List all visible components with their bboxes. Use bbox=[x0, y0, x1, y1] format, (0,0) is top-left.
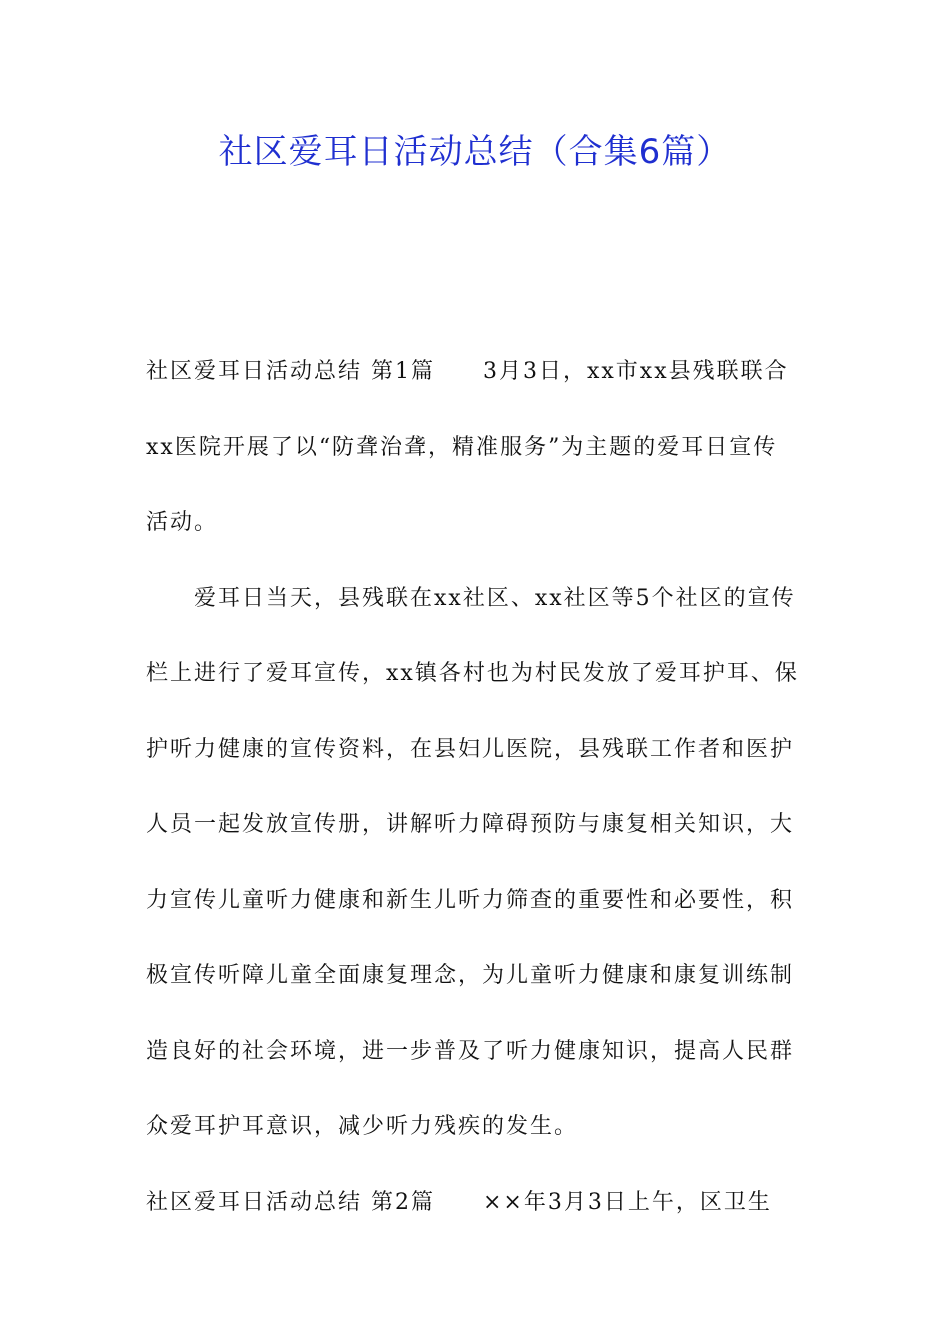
line-text: 3月3日，xx市xx县残联联合 bbox=[483, 359, 789, 384]
line-text: ××年3月3日上午，区卫生 bbox=[483, 1189, 772, 1215]
paragraph-line bbox=[146, 334, 806, 410]
paragraph-line bbox=[146, 787, 806, 863]
line-text: 爱耳日当天，县残联在xx社区、xx社区等5个社区的宣传 bbox=[194, 585, 796, 611]
section-heading: 社区爱耳日活动总结 第1篇 bbox=[146, 359, 435, 384]
document-title: 社区爱耳日活动总结（合集6篇） bbox=[218, 132, 732, 172]
section-heading: 社区爱耳日活动总结 第2篇 bbox=[146, 1189, 435, 1215]
paragraph-line bbox=[146, 938, 806, 1014]
line-text: 力宣传儿童听力健康和新生儿听力筛查的重要性和必要性，积 bbox=[146, 887, 795, 913]
paragraph-line bbox=[146, 1014, 806, 1090]
paragraph-line bbox=[146, 410, 806, 486]
paragraph-line bbox=[146, 863, 806, 939]
line-text: 护听力健康的宣传资料，在县妇儿医院，县残联工作者和医护 bbox=[146, 736, 795, 762]
line-text: 活动。 bbox=[146, 510, 219, 535]
line-text: 众爱耳护耳意识，减少听力残疾的发生。 bbox=[146, 1114, 579, 1139]
paragraph-line bbox=[146, 1165, 806, 1241]
paragraph-line bbox=[146, 561, 806, 637]
paragraph-line bbox=[146, 485, 806, 561]
line-text: 人员一起发放宣传册，讲解听力障碍预防与康复相关知识，大 bbox=[146, 812, 795, 837]
line-text: 栏上进行了爱耳宣传，xx镇各村也为村民发放了爱耳护耳、保 bbox=[146, 661, 799, 686]
paragraph-line bbox=[146, 636, 806, 712]
paragraph-line bbox=[146, 712, 806, 788]
paragraph-line bbox=[146, 1089, 806, 1165]
document-body bbox=[146, 334, 806, 1240]
line-text: 极宣传听障儿童全面康复理念，为儿童听力健康和康复训练制 bbox=[146, 963, 795, 988]
line-text: xx医院开展了以“防聋治聋，精准服务”为主题的爱耳日宣传 bbox=[146, 434, 778, 460]
line-text: 造良好的社会环境，进一步普及了听力健康知识，提高人民群 bbox=[146, 1038, 795, 1064]
